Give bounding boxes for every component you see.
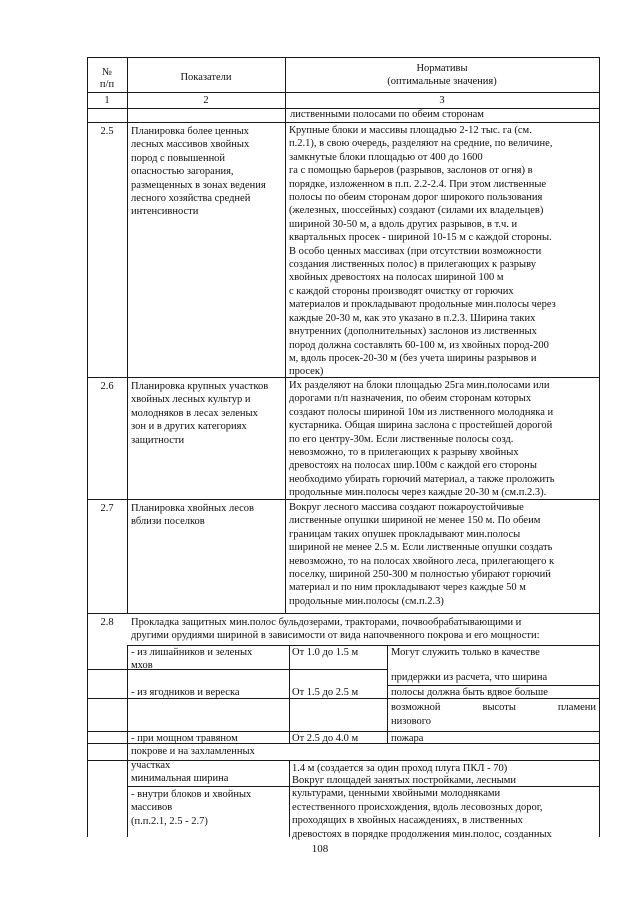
- rule: [127, 57, 128, 613]
- rule: [289, 645, 290, 743]
- row-indicator: Планировка хвойных лесов вблизи поселков: [131, 503, 254, 528]
- note-line: придержки из расчета, что ширина: [391, 672, 548, 683]
- note-line: пожара: [391, 733, 424, 744]
- rule: [599, 57, 600, 837]
- blocks-value: Вокруг площадей занятых постройками, лесными культурами, ценными хвойными молодняками естественного происхождения, вдоль лесовозных дорог, проходящих в хвойных насаждениях, в лиственных древостоях в порядке продолжения мин.полос, созданных: [292, 775, 552, 840]
- row-norm: Их разделяют на блоки площадью 25га мин.полосами или дорогами п/п назначения, по обеим сторонам которых создают полосы шириной 10м из лиственного молодняка и кустарника. Общая ширина заслона с простейшей дорогой по его центру-30м. Если лиственные полосы созд. невозможно, то в прилегающих к разрыву хвойных древостоях на полосах шир.100м с каждой его стороны необходимо убирать горючий материал, а также проложить продольные мин.полосы через каждые 20-30 м (см.п.2.3).: [289, 380, 555, 499]
- continuation-text: лиственными полосами по обеим сторонам: [290, 109, 484, 120]
- header-num-label: №: [101, 67, 113, 78]
- rule: [87, 57, 600, 58]
- rule: [285, 57, 286, 613]
- column-number: 3: [439, 95, 445, 106]
- header-num-label: п/п: [99, 79, 115, 90]
- blocks-label: - внутри блоков и хвойных массивов (п.п.2.1, 2.5 - 2.7): [131, 789, 252, 827]
- note-line: полосы должна быть вдвое больше: [391, 687, 548, 698]
- row-intro: Прокладка защитных мин.полос бульдозерами, тракторами, почвообрабатывающими и другими орудиями шириной в зависимости от вида напочвенного покрова и его мощности:: [131, 617, 540, 642]
- rule: [87, 92, 600, 93]
- grass-label: - при мощном травяном покрове и на захламленных участках минимальная ширина: [131, 733, 255, 785]
- row-indicator: Планировка более ценных лесных массивов хвойных пород с повышенной опасностью загорания, размещенных в зонах ведения лесного хозяйства средней интенсивности: [131, 126, 266, 218]
- plow-value: 1.4 м (создается за один проход плуга ПКЛ - 70): [292, 763, 508, 774]
- note-line: возможной высоты пламени: [391, 702, 596, 713]
- note-line: Могут служить только в качестве: [391, 647, 540, 658]
- rule: [289, 786, 290, 837]
- row-indicator: Планировка крупных участков хвойных лесных культур и молодняков в лесах зеленых зон и в других категориях защитности: [131, 381, 269, 446]
- header-norms-sub: (оптимальные значения): [387, 76, 497, 87]
- row-number: 2.5: [100, 126, 114, 137]
- row-norm: Вокруг лесного массива создают пожароустойчивые лиственные опушки шириной не менее 150 м. По обеим границам таких опушек прокладывают мин.полосы шириной не менее 2.5 м. Если лиственные опушки создать невозможно, то на полосах хвойного леса, прилегающего к поселку, шириной 250-300 м полностью убирают горючий материал и по ним прокладывают через каждые 50 м продольные мин.полосы (см.п.2.3): [289, 502, 555, 607]
- lichen-value: От 1.0 до 1.5 м: [292, 647, 359, 658]
- rule: [87, 57, 88, 837]
- rule: [127, 645, 128, 837]
- lichen-label: - из лишайников и зеленых: [131, 647, 253, 658]
- header-indicators: Показатели: [180, 72, 232, 83]
- grass-value: От 2.5 до 4.0 м: [292, 733, 359, 744]
- header-norms: Нормативы: [416, 63, 468, 74]
- berry-label: - из ягодников и вереска: [131, 687, 240, 698]
- row-number: 2.6: [100, 381, 114, 392]
- rule: [87, 613, 600, 614]
- row-norm: Крупные блоки и массивы площадью 2-12 тыс. га (см. п.2.1), в свою очередь, разделяют на средние, по величине, замкнутые блоки площадью от 400 до 1600 га с помощью барьеров (разрывов, заслонов от огня) в порядке, изложенном в п.п. 2.2-2.4. При этом лиственные полосы по обеим сторонам дорог широкого пользования (железных, шоссейных) создают (силами их владельцев) шириной 30-50 м, а вдоль других разрывов, в т.ч. и квартальных просек - шириной 10-15 м с каждой стороны. В особо ценных массивах (при отсутствии возможности создания лиственных полос) в прилегающих к разрыву хвойных древостоях на полосах шириной 100 м с каждой стороны производят очистку от горючих материалов и прокладывают продольные мин.полосы через каждые 20-30 м, как это указано в п.2.3. Ширина таких внутренних (дополнительных) заслонов из лиственных пород должна составлять 60-100 м, из хвойных пород-200 м, вдоль просек-20-30 м (без учета ширины разрывов и просек): [289, 125, 556, 378]
- rule: [87, 122, 600, 123]
- rule: [387, 645, 388, 743]
- note-line: низового: [391, 716, 432, 727]
- row-number: 2.8: [100, 617, 114, 628]
- column-number: 1: [104, 95, 110, 106]
- column-number: 2: [203, 95, 209, 106]
- page-number: 108: [311, 843, 329, 855]
- row-number: 2.7: [100, 503, 114, 514]
- rule: [289, 760, 290, 786]
- lichen-label-2: мхов: [131, 660, 153, 671]
- berry-value: От 1.5 до 2.5 м: [292, 687, 359, 698]
